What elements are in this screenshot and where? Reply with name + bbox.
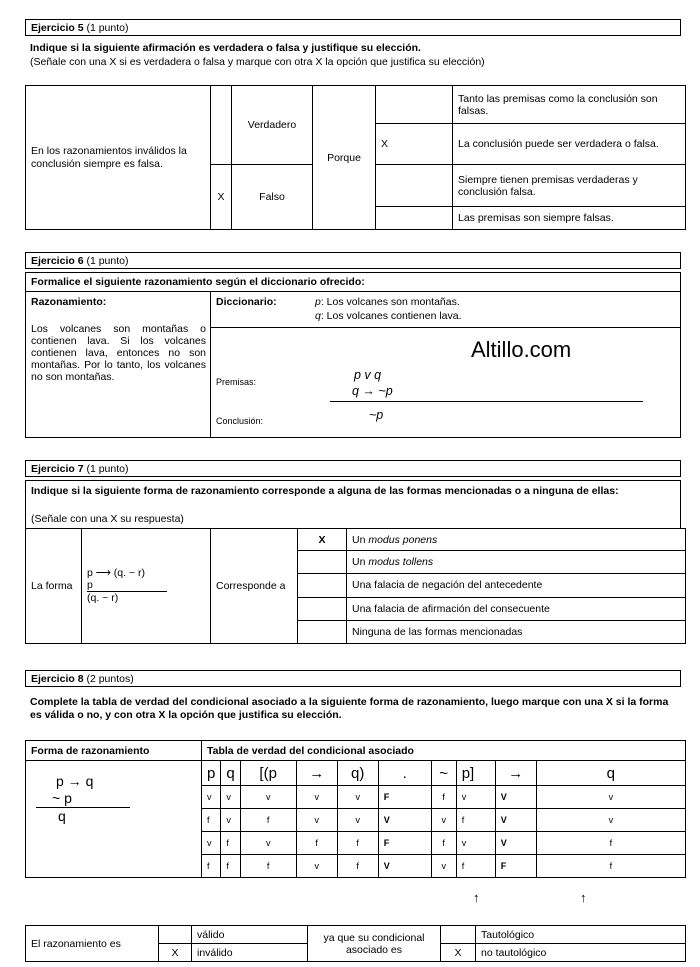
ex5-false-label: Falso <box>232 165 313 230</box>
ex6-conclusion: ~p <box>369 408 384 422</box>
truth-cell: v <box>202 832 221 855</box>
truth-cell: V <box>495 832 536 855</box>
ex5-option-mark[interactable] <box>376 207 453 230</box>
truth-cell: f <box>240 809 296 832</box>
ex8-form <box>26 761 202 878</box>
ex5-statement: En los razonamientos inválidos la conclusión siempre es falsa. <box>26 86 211 230</box>
ex8-arrow-up-icon: ↑ <box>473 890 480 905</box>
ex8-taut: Tautológico <box>476 926 686 944</box>
truth-cell: v <box>240 832 296 855</box>
ex8-answer-table <box>25 925 686 962</box>
ex5-false-mark[interactable]: X <box>211 165 232 230</box>
truth-cell: v <box>536 786 685 809</box>
ex7-option-mark[interactable]: X <box>298 529 347 551</box>
truth-cell: f <box>456 809 495 832</box>
ex8-h-cell: → <box>495 761 536 786</box>
ex7-form-line3: (q. ~ r) <box>87 592 119 604</box>
ex8-h-cell: → <box>296 761 337 786</box>
ex8-h-cell: p <box>202 761 221 786</box>
ex6-header <box>25 252 681 269</box>
ex7-sub: (Señale con una X su respuesta) <box>31 513 184 525</box>
ex7-option-mark[interactable] <box>298 551 347 574</box>
truth-cell: v <box>296 809 337 832</box>
ex8-instruction: Complete la tabla de verdad del condicional asociado a la siguiente forma de razonamiento, luego marque con una X si la forma es válida o no, y con otra X la opción que justifica su elección. <box>30 696 669 721</box>
ex8-col1-header: Forma de razonamiento <box>26 741 202 761</box>
ex5-table <box>25 85 686 230</box>
truth-cell: f <box>296 832 337 855</box>
ex5-option-text: Siempre tienen premisas verdaderas y conclusión falsa. <box>453 165 686 207</box>
ex7-option-text: Un modus tollens <box>347 551 686 574</box>
ex8-title: Ejercicio 8 <box>31 673 84 685</box>
ex8-nontaut: no tautológico <box>476 944 686 962</box>
ex7-form-line1: p ⟶ (q. ~ r) <box>87 567 145 579</box>
ex7-option-mark[interactable] <box>298 574 347 597</box>
ex6-dict-p: p: Los volcanes son montañas. <box>315 296 460 308</box>
ex8-form-l3: q <box>58 808 66 824</box>
ex8-h-cell: ~ <box>431 761 456 786</box>
truth-cell: v <box>431 809 456 832</box>
truth-cell: F <box>378 832 431 855</box>
ex8-h-cell: p] <box>456 761 495 786</box>
ex6-reasoning-label: Razonamiento: <box>31 296 107 308</box>
ex5-instruction: Indique si la siguiente afirmación es verdadera o falsa y justifique su elección. <box>30 42 421 54</box>
ex8-form-l1: p → q <box>56 773 94 789</box>
truth-cell: v <box>296 786 337 809</box>
ex8-taut-mark[interactable] <box>441 926 476 944</box>
ex5-option-mark[interactable] <box>376 165 453 207</box>
ex6-instruction: Formalice el siguiente razonamiento según el diccionario ofrecido: <box>31 276 365 288</box>
ex6-points: (1 punto) <box>86 255 129 267</box>
truth-cell: f <box>202 855 221 878</box>
ex7-option-mark[interactable] <box>298 620 347 643</box>
truth-cell: f <box>337 832 378 855</box>
ex8-invalid-mark[interactable]: X <box>159 944 192 962</box>
truth-cell: v <box>221 809 240 832</box>
ex6-box <box>25 272 681 438</box>
ex8-truth-table <box>25 740 686 878</box>
ex7-instruction: Indique si la siguiente forma de razonamiento corresponde a alguna de las formas mencionadas o a ninguna de ellas: <box>31 485 619 497</box>
truth-cell: v <box>221 786 240 809</box>
ex5-title: Ejercicio 5 <box>31 22 84 34</box>
ex7-form-label: La forma <box>26 529 82 644</box>
ex6-premise-1: p v q <box>354 368 382 382</box>
truth-cell: v <box>296 855 337 878</box>
ex6-conclusion-label: Conclusión: <box>216 416 264 426</box>
ex5-sub: (Señale con una X si es verdadera o falsa y marque con otra X la opción que justifica su elección) <box>30 56 485 68</box>
ex7-corresponds: Corresponde a <box>211 529 298 644</box>
truth-cell: v <box>431 855 456 878</box>
ex5-option-mark[interactable] <box>376 86 453 124</box>
truth-cell: f <box>240 855 296 878</box>
ex7-table <box>25 528 686 644</box>
truth-cell: F <box>378 786 431 809</box>
ex5-true-mark[interactable] <box>211 86 232 165</box>
ex8-valid: válido <box>192 926 308 944</box>
ex5-true-label: Verdadero <box>232 86 313 165</box>
ex7-title: Ejercicio 7 <box>31 463 84 475</box>
ex8-nontaut-mark[interactable]: X <box>441 944 476 962</box>
ex6-title: Ejercicio 6 <box>31 255 84 267</box>
ex8-header <box>25 670 681 687</box>
ex5-option-mark[interactable]: X <box>376 124 453 165</box>
ex8-form-l2: ~ p <box>36 790 130 808</box>
ex8-reasoning-is: El razonamiento es <box>26 926 159 962</box>
ex7-option-text: Una falacia de negación del antecedente <box>347 574 686 597</box>
truth-cell: V <box>378 809 431 832</box>
ex8-h-cell: [(p <box>240 761 296 786</box>
ex7-option-mark[interactable] <box>298 597 347 620</box>
truth-cell: f <box>431 832 456 855</box>
ex5-because: Porque <box>313 86 376 230</box>
truth-cell: v <box>337 809 378 832</box>
ex8-arrow-up-icon: ↑ <box>580 890 587 905</box>
ex8-valid-mark[interactable] <box>159 926 192 944</box>
ex5-option-text: La conclusión puede ser verdadera o falsa. <box>453 124 686 165</box>
ex6-dict-label: Diccionario: <box>216 296 277 308</box>
ex7-option-text: Ninguna de las formas mencionadas <box>347 620 686 643</box>
truth-cell: V <box>495 809 536 832</box>
ex8-h-cell: q) <box>337 761 378 786</box>
ex6-premise-2: q → ~p <box>352 384 393 398</box>
truth-cell: v <box>337 786 378 809</box>
truth-cell: f <box>202 809 221 832</box>
ex6-conclusion-line <box>330 401 643 402</box>
truth-cell: V <box>378 855 431 878</box>
ex8-header-row <box>26 761 686 786</box>
truth-cell: V <box>495 786 536 809</box>
ex5-option-text: Tanto las premisas como la conclusión son falsas. <box>453 86 686 124</box>
truth-cell: v <box>456 832 495 855</box>
truth-cell: v <box>240 786 296 809</box>
watermark: Altillo.com <box>471 337 572 362</box>
truth-cell: f <box>221 855 240 878</box>
truth-cell: f <box>221 832 240 855</box>
truth-cell: f <box>337 855 378 878</box>
truth-cell: v <box>456 786 495 809</box>
ex6-reasoning-text: Los volcanes son montañas o contienen lava. Si los volcanes contienen lava, entonces no son montañas. Por lo tanto, los volcanes no son montañas. <box>31 323 206 383</box>
ex5-header <box>25 19 681 36</box>
ex8-h-cell: q <box>536 761 685 786</box>
truth-cell: f <box>536 855 685 878</box>
ex8-points: (2 puntos) <box>86 673 134 685</box>
ex8-col2-header: Tabla de verdad del condicional asociado <box>202 741 686 761</box>
ex7-form-line2: p <box>87 579 167 592</box>
truth-cell: F <box>495 855 536 878</box>
ex7-option-text: Una falacia de afirmación del consecuente <box>347 597 686 620</box>
ex6-dict-q: q: Los volcanes contienen lava. <box>315 310 462 322</box>
ex7-header <box>25 460 681 477</box>
ex6-premises-label: Premisas: <box>216 377 257 387</box>
truth-cell: f <box>536 832 685 855</box>
ex7-option-text: Un modus ponens <box>347 529 686 551</box>
ex7-instr-box <box>25 480 681 528</box>
ex5-points: (1 punto) <box>86 22 129 34</box>
truth-cell: v <box>536 809 685 832</box>
ex8-invalid: inválido <box>192 944 308 962</box>
ex5-option-text: Las premisas son siempre falsas. <box>453 207 686 230</box>
truth-cell: v <box>202 786 221 809</box>
ex8-h-cell: . <box>378 761 431 786</box>
ex7-form <box>82 529 211 644</box>
ex7-points: (1 punto) <box>86 463 129 475</box>
ex8-h-cell: q <box>221 761 240 786</box>
truth-cell: f <box>456 855 495 878</box>
truth-cell: f <box>431 786 456 809</box>
ex8-since: ya que su condicional asociado es <box>308 926 441 962</box>
